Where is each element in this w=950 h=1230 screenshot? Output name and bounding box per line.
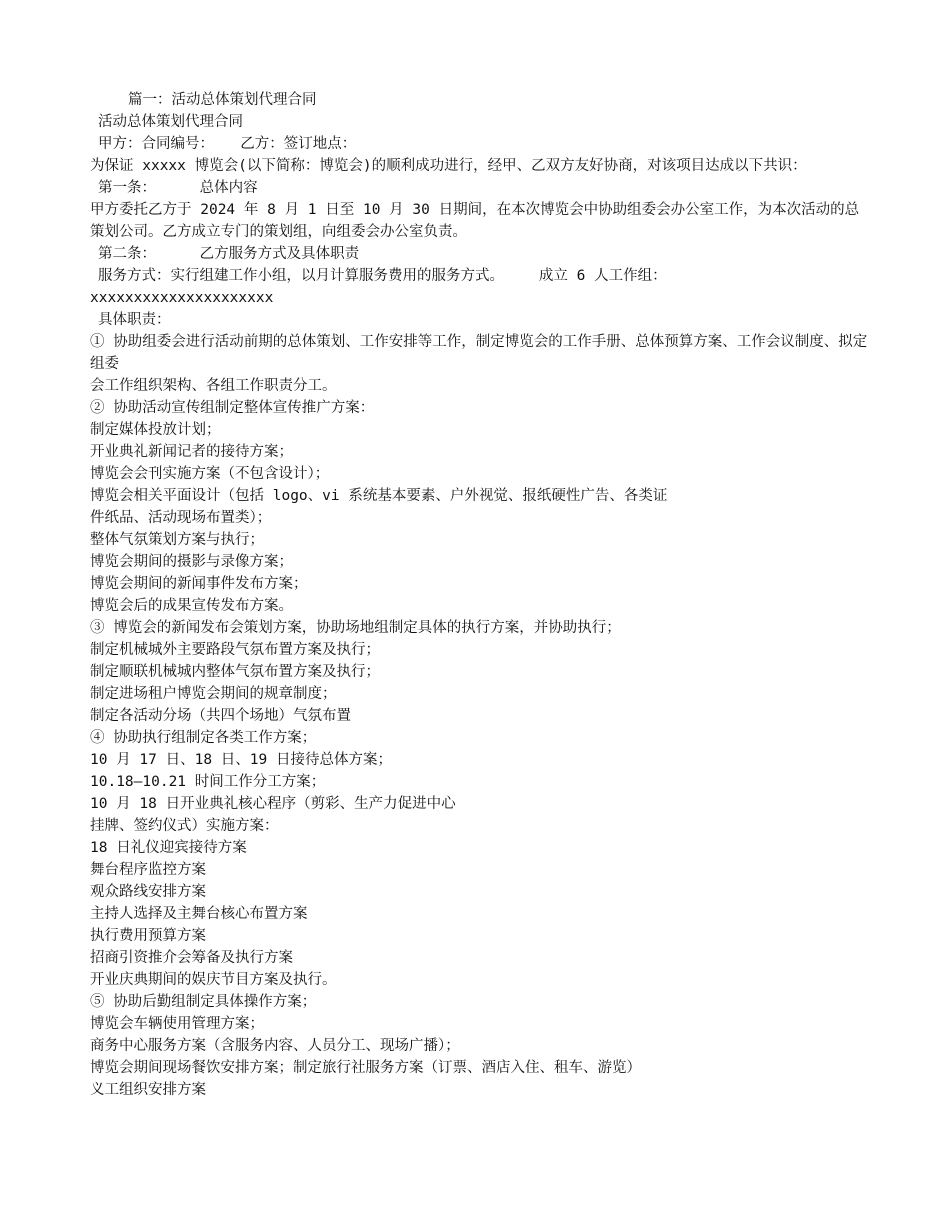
document-line: 制定顺联机械城内整体气氛布置方案及执行； (90, 664, 380, 680)
document-line: 招商引资推介会筹备及执行方案 (90, 950, 293, 966)
document-line: 义工组织安排方案 (90, 1082, 206, 1098)
document-line: 博览会车辆使用管理方案； (90, 1016, 264, 1032)
document-line: 博览会期间现场餐饮安排方案；制定旅行社服务方案（订票、酒店入住、租车、游览） (90, 1060, 641, 1076)
document-line: 观众路线安排方案 (90, 884, 206, 900)
document-line: 甲方委托乙方于 2024 年 8 月 1 日至 10 月 30 日期间，在本次博览会中协助组委会办公室工作，为本次活动的总策划公司。乙方成立专门的策划组，向组委会办公室负责。 (90, 202, 860, 240)
document-line: ④ 协助执行组制定各类工作方案； (90, 730, 317, 746)
document-line: 开业典礼新闻记者的接待方案； (90, 444, 293, 460)
document-line: 舞台程序监控方案 (90, 862, 206, 878)
document-line: 执行费用预算方案 (90, 928, 206, 944)
document-line: 第一条： 总体内容 (98, 180, 258, 196)
document-line: 10 月 18 日开业典礼核心程序（剪彩、生产力促进中心 (90, 796, 456, 812)
document-line: 博览会相关平面设计（包括 logo、vi 系统基本要素、户外视觉、报纸硬性广告、各类证 (90, 488, 668, 504)
document-line: 制定各活动分场（共四个场地）气氛布置 (90, 708, 351, 724)
document-line: 为保证 xxxxx 博览会(以下简称：博览会)的顺利成功进行，经甲、乙双方友好协商，对该项目达成以下共识： (90, 158, 807, 174)
document-line: ① 协助组委会进行活动前期的总体策划、工作安排等工作，制定博览会的工作手册、总体预算方案、工作会议制度、拟定组委 (90, 334, 868, 372)
document-line: 10 月 17 日、18 日、19 日接待总体方案； (90, 752, 392, 768)
document-line: ③ 博览会的新闻发布会策划方案，协助场地组制定具体的执行方案，并协助执行； (90, 620, 621, 636)
document-line: 整体气氛策划方案与执行； (90, 532, 264, 548)
document-line: 第二条： 乙方服务方式及具体职责 (98, 246, 360, 262)
document-line: 具体职责： (98, 312, 171, 328)
document-line: 18 日礼仪迎宾接待方案 (90, 840, 247, 856)
document-title: 篇一：活动总体策划代理合同 (128, 92, 317, 108)
document-line: 博览会后的成果宣传发布方案。 (90, 598, 293, 614)
document-line: 博览会会刊实施方案（不包含设计）； (90, 466, 330, 482)
document-line: 商务中心服务方案（含服务内容、人员分工、现场广播）； (90, 1038, 460, 1054)
document-line: 制定机械城外主要路段气氛布置方案及执行； (90, 642, 380, 658)
document-line: 会工作组织架构、各组工作职责分工。 (90, 378, 337, 394)
document-line: 10.18—10.21 时间工作分工方案； (90, 774, 326, 790)
document-line: 开业庆典期间的娱庆节目方案及执行。 (90, 972, 337, 988)
document-line: 博览会期间的新闻事件发布方案； (90, 576, 308, 592)
document-line: ⑤ 协助后勤组制定具体操作方案； (90, 994, 317, 1010)
document-body (90, 89, 870, 1101)
document-line: 博览会期间的摄影与录像方案； (90, 554, 293, 570)
document-line: ② 协助活动宣传组制定整体宣传推广方案： (90, 400, 375, 416)
document-line: 主持人选择及主舞台核心布置方案 (90, 906, 308, 922)
document-line: 活动总体策划代理合同 (98, 114, 243, 130)
document-line: 件纸品、活动现场布置类）； (90, 510, 272, 526)
document-line: 制定进场租户博览会期间的规章制度； (90, 686, 337, 702)
document-line: 挂牌、签约仪式）实施方案： (90, 818, 279, 834)
document-line: xxxxxxxxxxxxxxxxxxxxx (90, 290, 274, 306)
document-line: 甲方：合同编号： 乙方：签订地点： (98, 136, 357, 152)
document-line: 服务方式：实行组建工作小组，以月计算服务费用的服务方式。 成立 6 人工作组： (98, 268, 667, 284)
document-line: 制定媒体投放计划； (90, 422, 221, 438)
